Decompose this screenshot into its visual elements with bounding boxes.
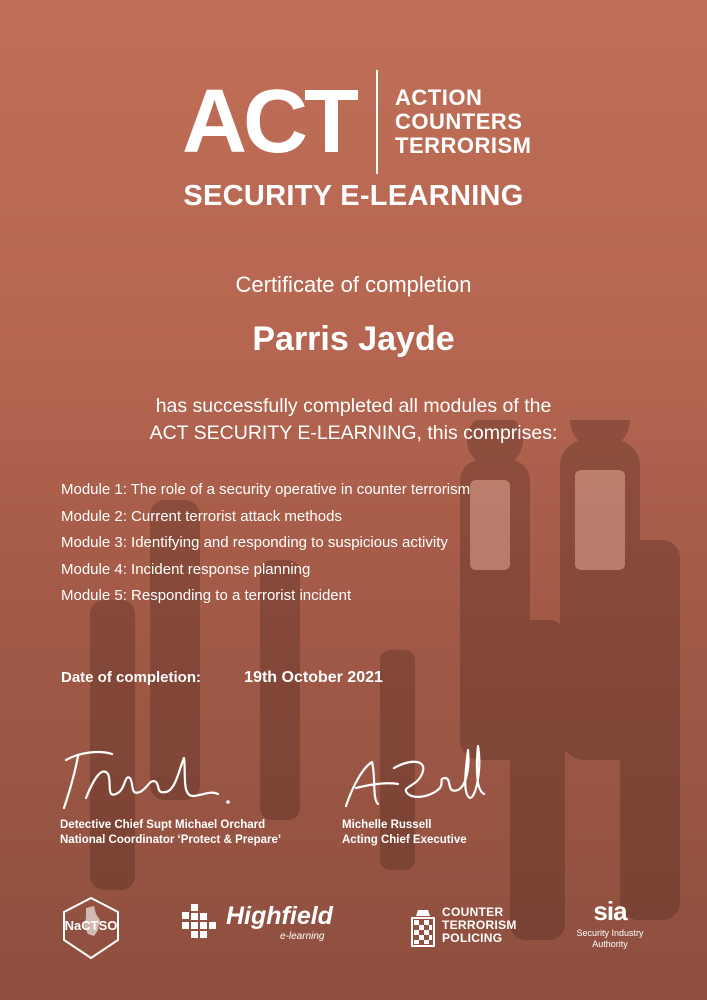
module-item: Module 2: Current terrorist attack methods	[61, 507, 342, 525]
tagline-line: COUNTERS	[395, 109, 523, 134]
act-logo-divider	[376, 70, 378, 174]
signature-russell	[342, 738, 502, 818]
nactso-logo	[60, 896, 122, 965]
signatory-title: Acting Chief Executive	[342, 834, 467, 846]
act-logo	[182, 72, 542, 178]
module-item: Module 4: Incident response planning	[61, 560, 311, 578]
module-item: Module 3: Identifying and responding to suspicious activity	[61, 534, 448, 551]
partner-logos	[0, 890, 707, 970]
highfield-logo	[182, 902, 333, 947]
signatory-title: National Coordinator ‘Protect & Prepare’	[60, 834, 282, 846]
signatory-name: Michelle Russell	[342, 819, 432, 831]
nactso-text: NaCTSO	[64, 918, 118, 933]
act-logo-word: ACT	[182, 72, 355, 172]
ctp-line: COUNTER	[442, 905, 504, 919]
statement-line: ACT SECURITY E-LEARNING, this comprises:	[149, 422, 558, 444]
police-crest-icon	[410, 908, 436, 948]
signature-block-russell	[342, 738, 502, 848]
signature-orchard	[60, 738, 240, 818]
ctp-line: POLICING	[442, 931, 503, 945]
recipient-name: Parris Jayde	[252, 320, 455, 358]
highfield-wordmark: Highfield	[226, 902, 333, 930]
sia-logo	[570, 898, 650, 950]
signature-block-orchard	[60, 738, 281, 848]
sia-text-line: Authority	[592, 939, 628, 949]
tagline-line: TERRORISM	[395, 133, 532, 158]
signatory-name: Detective Chief Supt Michael Orchard	[60, 819, 266, 831]
highfield-subtext: e-learning	[280, 931, 325, 942]
completion-date-value: 19th October 2021	[244, 669, 383, 686]
module-item: Module 5: Responding to a terrorist incident	[61, 587, 352, 604]
act-logo-tagline	[395, 86, 532, 158]
module-item: Module 1: The role of a security operative in counter terrorism	[61, 481, 471, 498]
ctp-text	[442, 906, 517, 945]
counter-terrorism-policing-logo	[410, 905, 517, 953]
tagline-line: ACTION	[395, 85, 483, 110]
completion-date-label: Date of completion:	[61, 669, 202, 686]
security-elearning-title: SECURITY E-LEARNING	[183, 180, 524, 212]
sia-text	[570, 928, 650, 950]
sia-mark: sia	[593, 896, 627, 926]
statement-line: has successfully completed all modules of the	[155, 395, 552, 417]
ctp-line: TERRORISM	[442, 918, 517, 932]
modules-list	[61, 477, 470, 610]
certificate-heading: Certificate of completion	[235, 272, 472, 297]
sia-text-line: Security Industry	[576, 928, 644, 938]
highfield-grid-icon	[182, 904, 220, 942]
completion-statement	[0, 393, 707, 447]
completion-date-row	[61, 669, 383, 687]
